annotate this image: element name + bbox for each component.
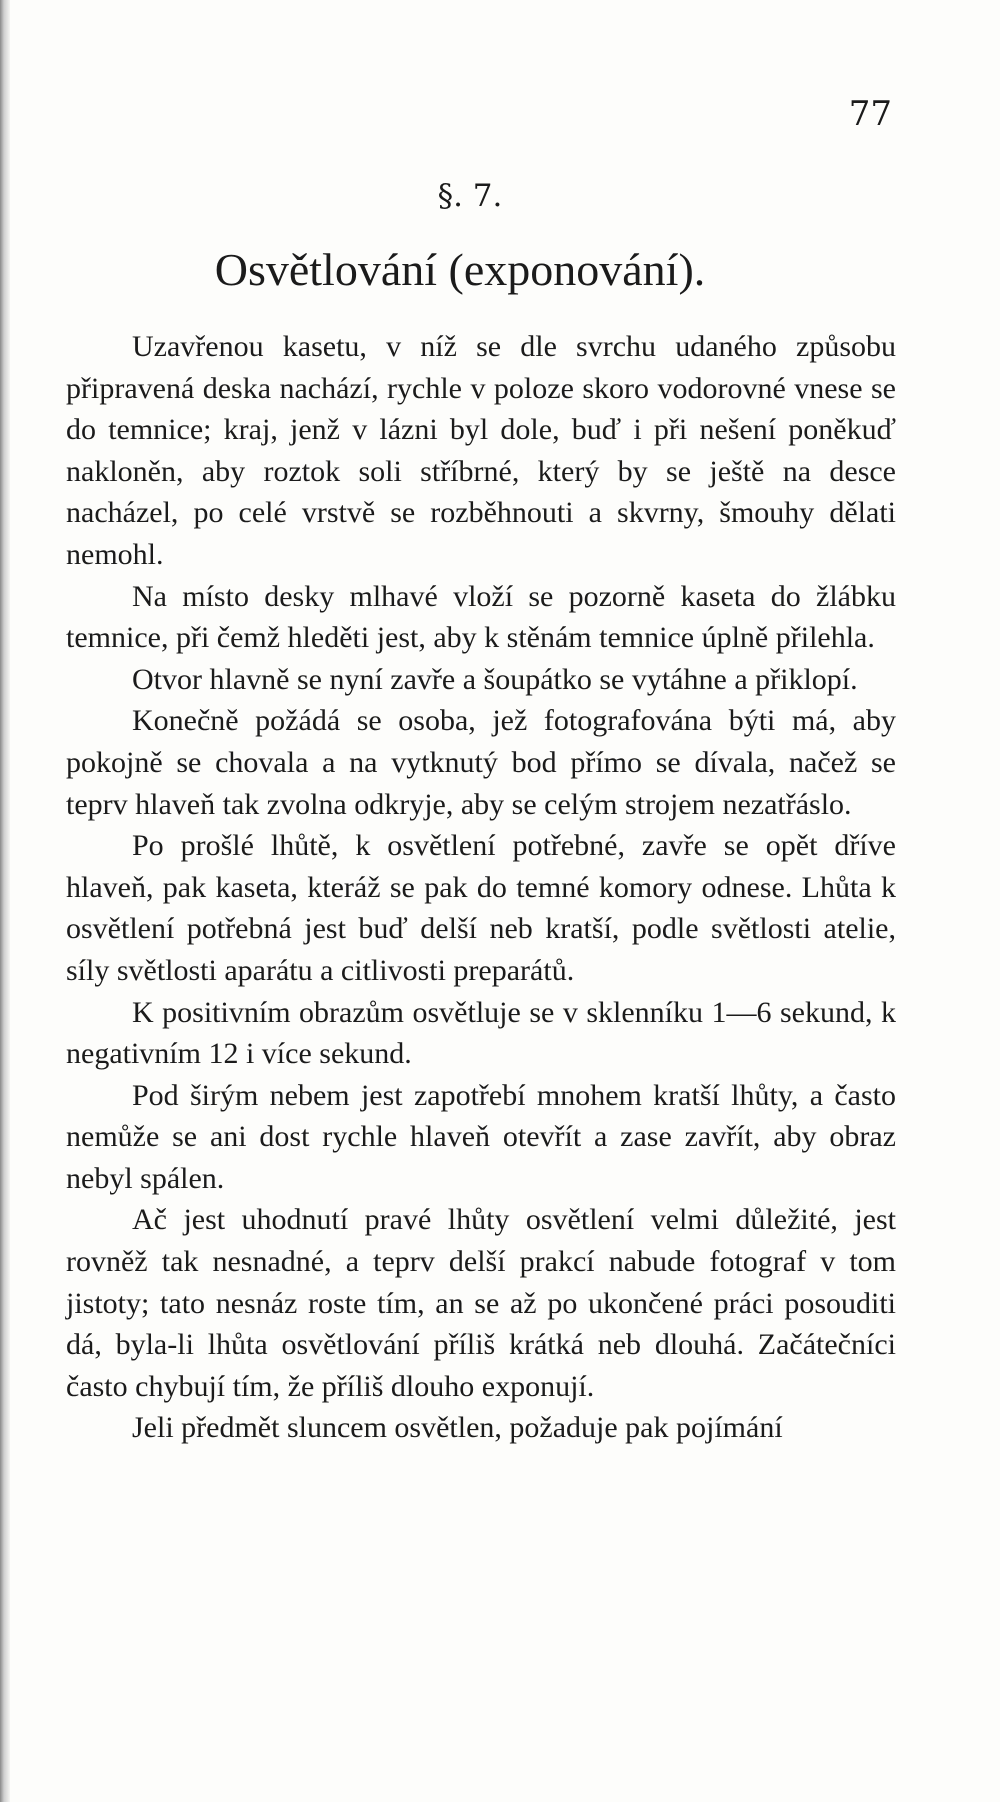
paragraph: Konečně požádá se osoba, jež fotografována býti má, aby pokojně se chovala a na vytknutý bod přímo se dívala, načež se teprv hlaveň tak zvolna odkryje, aby se celým strojem nezatřáslo. [66,704,896,821]
paragraph: Po prošlé lhůtě, k osvětlení potřebné, zavře se opět dříve hlaveň, pak kaseta, kteráž se pak do temné komory odnese. Lhůta k osvětlení potřebná jest buď delší neb kratší, podle světlosti atelie, síly světlosti aparátu a citlivosti preparátů. [66,829,896,987]
paragraph: Jeli předmět sluncem osvětlen, požaduje pak pojímání [132,1411,783,1445]
paragraph: K positivním obrazům osvětluje se v sklenníku 1—6 sekund, k negativním 12 i více sekund. [66,995,896,1071]
paragraph: Pod širým nebem jest zapotřebí mnohem kratší lhůty, a často nemůže se ani dost rychle hlaveň otevřít a zase zavřít, aby obraz nebyl spálen. [66,1078,896,1195]
paragraph: Otvor hlavně se nyní zavře a šoupátko se vytáhne a přiklopí. [132,662,858,696]
page-number: 77 [848,94,892,134]
body-text [66,326,896,1449]
paragraph: Na místo desky mlhavé vloží se pozorně kaseta do žlábku temnice, při čemž hleděti jest, aby k stěnám temnice úplně přilehla. [66,579,896,655]
chapter-title: Osvětlování (exponování). [214,244,706,295]
section-mark: §. 7. [437,178,503,214]
paragraph: Uzavřenou kasetu, v níž se dle svrchu udaného způsobu připravená deska nachází, rychle v poloze skoro vodorovné vnese se do temnice; kraj, jenž v lázni byl dole, buď i při nešení poněkuď nakloněn, aby roztok soli stříbrné, který by se ještě na desce nacházel, po celé vrstvě se rozběhnouti a skvrny, šmouhy dělati nemohl. [66,330,896,571]
paragraph: Ač jest uhodnutí pravé lhůty osvětlení velmi důležité, jest rovněž tak nesnadné, a teprv delší prakcí nabude fotograf v tom jistoty; tato nesnáz roste tím, an se až po ukončené práci posouditi dá, byla-li lhůta osvětlování příliš krátká neb dlouhá. Začátečníci často chybují tím, že příliš dlouho exponují. [66,1203,896,1403]
